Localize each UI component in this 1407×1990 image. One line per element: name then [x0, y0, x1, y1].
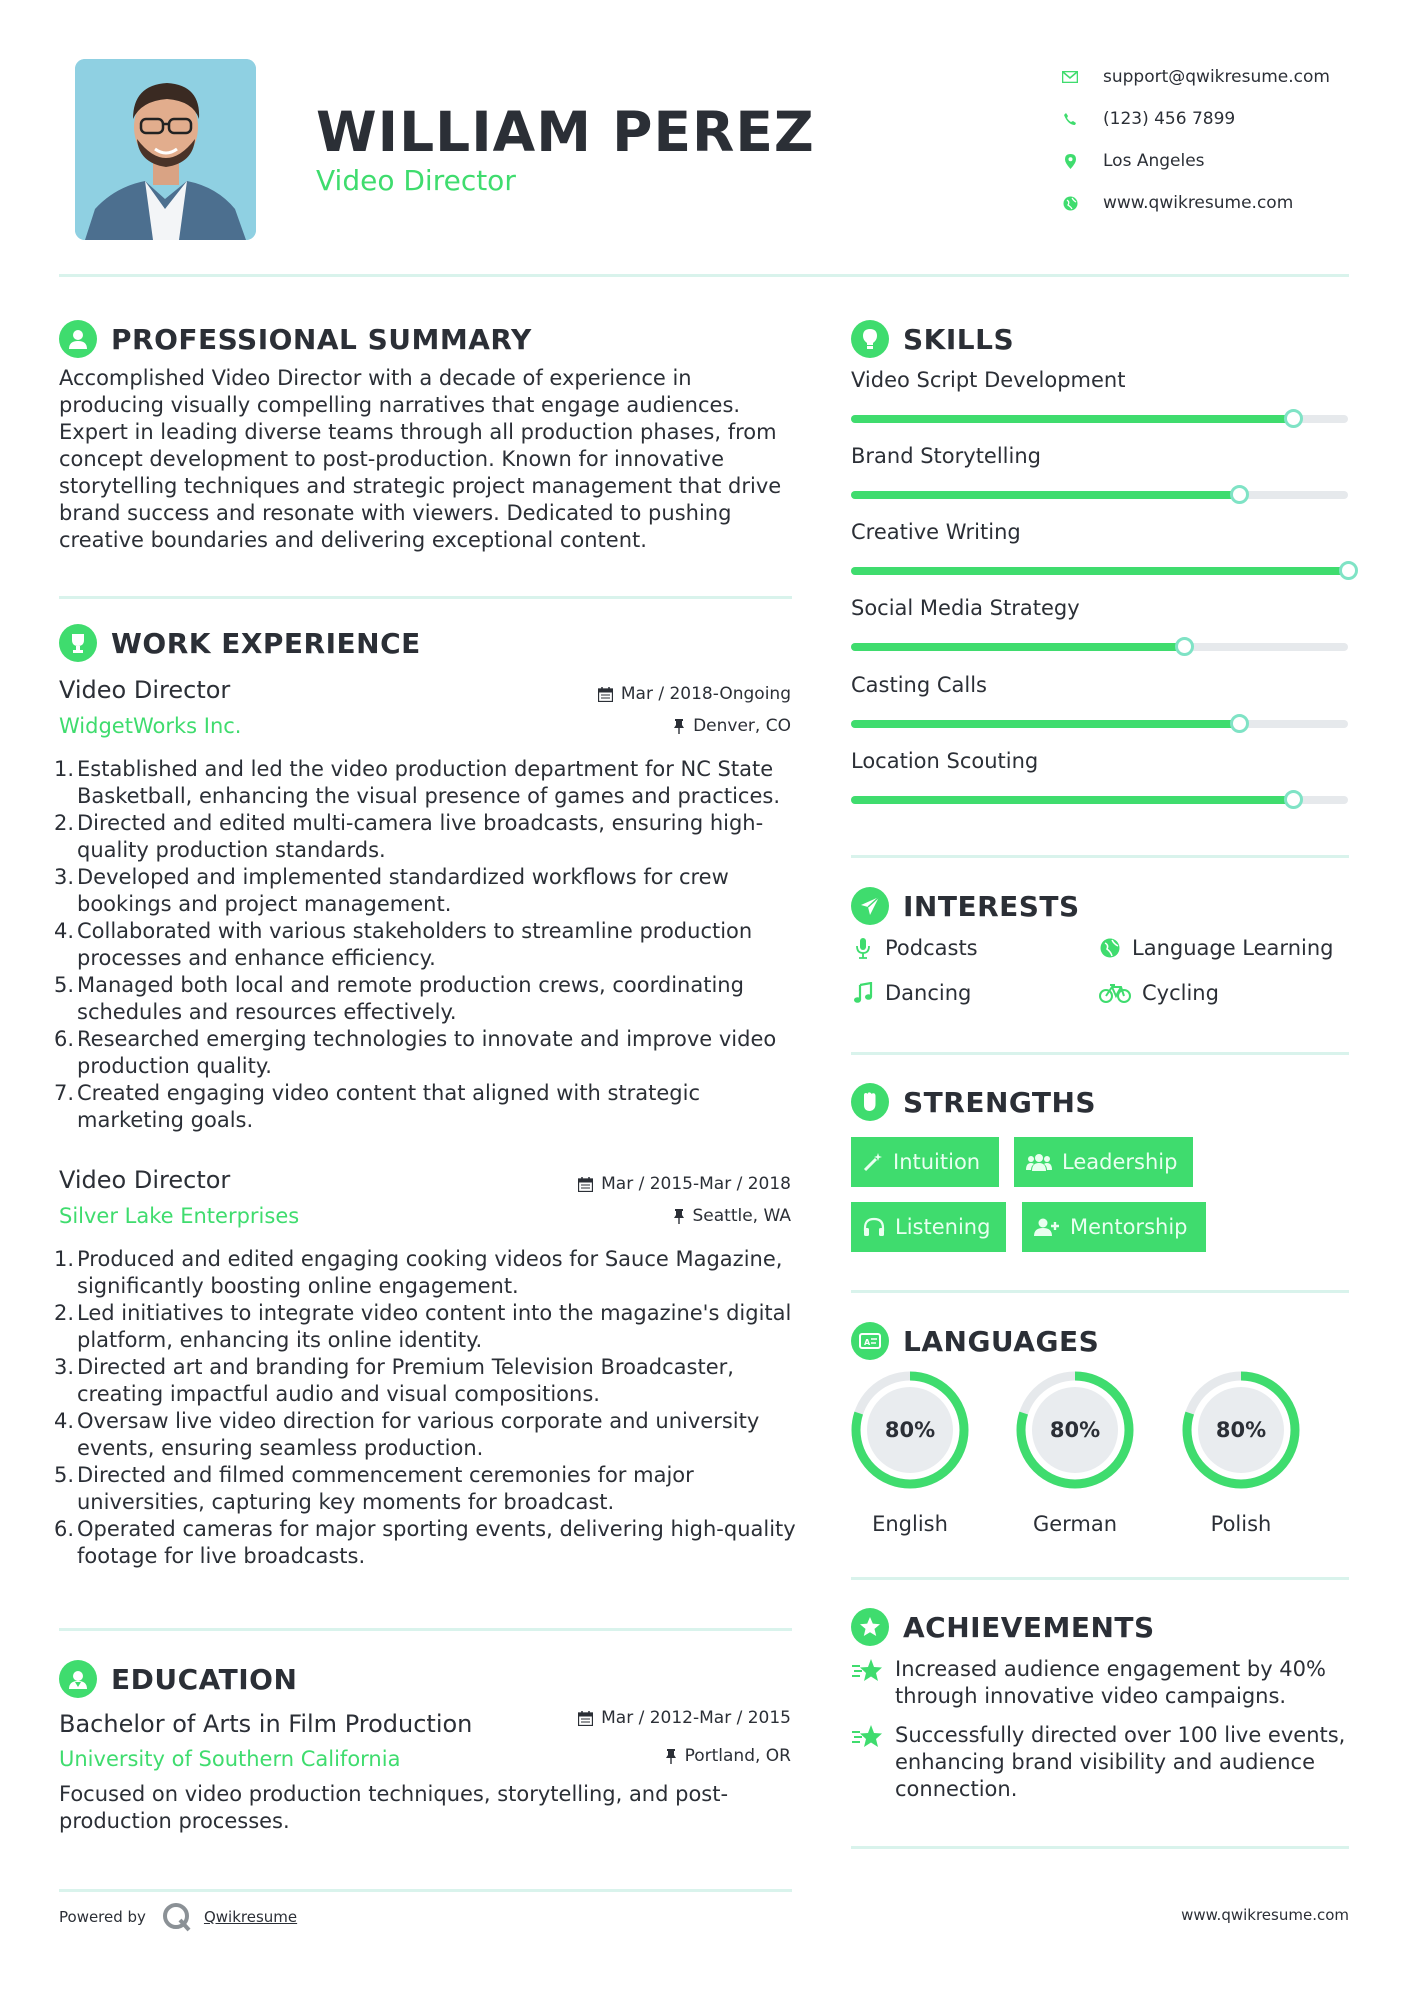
- trophy-icon: [59, 624, 97, 662]
- achievement-text: Increased audience engagement by 40% through innovative video campaigns.: [895, 1657, 1326, 1708]
- skill-bar-knob: [1230, 714, 1249, 733]
- strength-label: Listening: [895, 1215, 991, 1239]
- language-percent: 80%: [1032, 1387, 1118, 1473]
- candidate-name: WILLIAM PEREZ: [316, 100, 815, 164]
- strength-chip: [851, 1137, 999, 1187]
- pushpin-icon: [665, 1749, 677, 1764]
- language-ring: [1013, 1368, 1137, 1492]
- profile-photo: [75, 59, 256, 240]
- user-plus-icon: [1034, 1217, 1060, 1237]
- skill-item: [851, 673, 1348, 728]
- skill-label: Casting Calls: [851, 673, 987, 697]
- strength-chip: [1014, 1137, 1193, 1187]
- language-percent: 80%: [1198, 1387, 1284, 1473]
- job-title: Video Director: [59, 1166, 231, 1194]
- skill-bar: [851, 796, 1348, 804]
- language-item: [1013, 1368, 1137, 1536]
- job-title: Video Director: [59, 676, 231, 704]
- header-divider: [59, 274, 1349, 277]
- contact-location: [1050, 140, 1380, 182]
- skill-bar: [851, 415, 1348, 423]
- fist-icon: [851, 1083, 889, 1121]
- interests-heading: [851, 887, 1080, 925]
- education-location: [400, 1746, 791, 1766]
- phone-icon: [1050, 112, 1090, 126]
- globe-icon: [1050, 196, 1090, 211]
- language-percent: 80%: [867, 1387, 953, 1473]
- interests-divider: [851, 1052, 1349, 1055]
- interests-heading-text: INTERESTS: [903, 889, 1080, 923]
- skill-label: Brand Storytelling: [851, 444, 1041, 468]
- strength-chip: [1022, 1202, 1206, 1252]
- degree-title: Bachelor of Arts in Film Production: [59, 1710, 473, 1738]
- skill-item: [851, 749, 1348, 804]
- education-heading-text: EDUCATION: [111, 1662, 298, 1696]
- language-label: German: [1032, 1512, 1118, 1536]
- job-location: [400, 1206, 791, 1226]
- skill-bar-fill: [851, 567, 1348, 575]
- interest-label: Language Learning: [1132, 936, 1334, 960]
- svg-text:A: A: [864, 1338, 871, 1347]
- pushpin-icon: [673, 1209, 685, 1224]
- languages-divider: [851, 1577, 1349, 1580]
- job-dates: [400, 1174, 791, 1194]
- star-icon: [851, 1722, 895, 1803]
- map-pin-icon: [1050, 154, 1090, 169]
- job-dates-text: Mar / 2015-Mar / 2018: [601, 1174, 791, 1194]
- skill-bar: [851, 643, 1348, 651]
- calendar-icon: [578, 1711, 593, 1726]
- footer-powered-by: [59, 1900, 297, 1934]
- star-badge-icon: [851, 1608, 889, 1646]
- contact-phone-text: (123) 456 7899: [1103, 109, 1236, 129]
- contact-list: [1050, 56, 1380, 224]
- education-dates: [400, 1708, 791, 1728]
- skill-bar-fill: [851, 720, 1239, 728]
- headphones-icon: [863, 1217, 885, 1237]
- candidate-title: Video Director: [316, 164, 516, 197]
- education-description: Focused on video production techniques, storytelling, and post-production processes.: [59, 1782, 729, 1833]
- calendar-icon: [598, 687, 613, 702]
- list-item: 3. Directed art and branding for Premium Television Broadcaster, creating impactful audio and visual compositions.: [54, 1355, 734, 1406]
- powered-by-label: Powered by: [59, 1908, 146, 1926]
- skill-label: Location Scouting: [851, 749, 1039, 773]
- skill-bar: [851, 567, 1348, 575]
- envelope-icon: [1050, 71, 1090, 83]
- skill-bar-fill: [851, 491, 1239, 499]
- interest-label: Podcasts: [885, 936, 978, 960]
- qwikresume-logo-icon: [160, 1900, 194, 1934]
- skills-divider: [851, 855, 1349, 858]
- list-item: 2. Directed and edited multi-camera live broadcasts, ensuring high-quality production standards.: [54, 811, 764, 862]
- skill-bar-fill: [851, 415, 1293, 423]
- skill-bar-fill: [851, 796, 1293, 804]
- pushpin-icon: [673, 719, 685, 734]
- globe-icon: [1098, 938, 1122, 958]
- languages-heading-text: LANGUAGES: [903, 1324, 1100, 1358]
- skill-bar-knob: [1284, 790, 1303, 809]
- company-name: WidgetWorks Inc.: [59, 714, 242, 738]
- interest-item: [1098, 936, 1333, 960]
- strength-chip: [851, 1202, 1006, 1252]
- company-name: Silver Lake Enterprises: [59, 1204, 300, 1228]
- language-item: [848, 1368, 972, 1536]
- list-item: 3. Developed and implemented standardized workflows for crew bookings and project management.: [54, 865, 729, 916]
- achievement-text: Successfully directed over 100 live events, enhancing brand visibility and audience connection.: [895, 1723, 1346, 1801]
- interest-item: [851, 981, 971, 1005]
- interest-label: Cycling: [1142, 981, 1219, 1005]
- list-item: 1. Established and led the video production department for NC State Basketball, enhancing the visual presence of games and practices.: [54, 757, 780, 808]
- star-icon: [851, 1656, 895, 1710]
- list-item: 5. Managed both local and remote production crews, coordinating schedules and resources effectively.: [54, 973, 744, 1024]
- skill-item: [851, 444, 1348, 499]
- contact-location-text: Los Angeles: [1103, 151, 1205, 171]
- contact-website-text: www.qwikresume.com: [1103, 193, 1294, 213]
- language-item: [1179, 1368, 1303, 1536]
- job-location-text: Seattle, WA: [692, 1206, 791, 1226]
- list-item: 5. Directed and filmed commencement ceremonies for major universities, capturing key moments for broadcast.: [54, 1463, 694, 1514]
- user-icon: [59, 320, 97, 358]
- language-label: Polish: [1210, 1512, 1272, 1536]
- strengths-heading: [851, 1083, 1096, 1121]
- magic-wand-icon: [863, 1152, 883, 1172]
- skills-heading: [851, 320, 1014, 358]
- school-name: University of Southern California: [59, 1747, 401, 1771]
- education-divider: [59, 1889, 792, 1892]
- skills-heading-text: SKILLS: [903, 322, 1015, 356]
- graduate-icon: [59, 1660, 97, 1698]
- summary-divider: [59, 596, 792, 599]
- skill-item: [851, 368, 1348, 423]
- education-heading: [59, 1660, 297, 1698]
- job-dates-text: Mar / 2018-Ongoing: [620, 684, 791, 704]
- job-location: [400, 716, 791, 736]
- language-ring: [848, 1368, 972, 1492]
- interest-item: [1098, 981, 1219, 1005]
- music-note-icon: [851, 982, 875, 1004]
- summary-heading-text: PROFESSIONAL SUMMARY: [111, 322, 532, 356]
- interest-item: [851, 936, 978, 960]
- contact-website[interactable]: [1050, 182, 1380, 224]
- calendar-icon: [578, 1177, 593, 1192]
- strength-label: Intuition: [893, 1150, 981, 1174]
- language-card-icon: [851, 1322, 889, 1360]
- skill-label: Creative Writing: [851, 520, 1021, 544]
- contact-phone[interactable]: [1050, 98, 1380, 140]
- skill-bar-knob: [1230, 485, 1249, 504]
- experience-divider: [59, 1628, 792, 1631]
- microphone-icon: [851, 937, 875, 959]
- list-item: 1. Produced and edited engaging cooking videos for Sauce Magazine, significantly boosting online engagement.: [54, 1247, 783, 1298]
- list-item: 6. Operated cameras for major sporting events, delivering high-quality footage for live broadcasts.: [54, 1517, 796, 1568]
- interest-label: Dancing: [885, 981, 972, 1005]
- education-dates-text: Mar / 2012-Mar / 2015: [601, 1708, 791, 1728]
- achievements-heading: [851, 1608, 1155, 1646]
- skill-label: Social Media Strategy: [851, 596, 1080, 620]
- skill-label: Video Script Development: [851, 368, 1126, 392]
- contact-email[interactable]: [1050, 56, 1380, 98]
- group-icon: [1026, 1152, 1052, 1172]
- language-label: English: [872, 1512, 948, 1536]
- language-ring: [1179, 1368, 1303, 1492]
- experience-heading: [59, 624, 421, 662]
- list-item: 6. Researched emerging technologies to innovate and improve video production quality.: [54, 1027, 777, 1078]
- footer-website[interactable]: www.qwikresume.com: [1181, 1906, 1349, 1924]
- strengths-heading-text: STRENGTHS: [903, 1085, 1097, 1119]
- bicycle-icon: [1098, 983, 1132, 1003]
- list-item: 4. Oversaw live video direction for various corporate and university events, ensuring seamless production.: [54, 1409, 760, 1460]
- strengths-divider: [851, 1290, 1349, 1293]
- skill-bar-fill: [851, 643, 1184, 651]
- summary-heading: [59, 320, 532, 358]
- job-bullets: [54, 1246, 804, 1570]
- skill-bar: [851, 720, 1348, 728]
- strength-label: Mentorship: [1070, 1215, 1188, 1239]
- achievement-item: [851, 1722, 1351, 1803]
- lightbulb-icon: [851, 320, 889, 358]
- achievement-item: [851, 1656, 1351, 1710]
- qwikresume-link[interactable]: Qwikresume: [203, 1908, 298, 1926]
- job-dates: [400, 684, 791, 704]
- skill-bar-knob: [1175, 637, 1194, 656]
- skill-bar-knob: [1284, 409, 1303, 428]
- languages-heading: [851, 1322, 1099, 1360]
- list-item: 2. Led initiatives to integrate video content into the magazine's digital platform, enhancing its online identity.: [54, 1301, 792, 1352]
- strength-label: Leadership: [1062, 1150, 1178, 1174]
- education-location-text: Portland, OR: [684, 1746, 791, 1766]
- skill-bar: [851, 491, 1348, 499]
- paper-plane-icon: [851, 887, 889, 925]
- list-item: 7. Created engaging video content that aligned with strategic marketing goals.: [54, 1081, 700, 1132]
- contact-email-text: support@qwikresume.com: [1103, 67, 1330, 87]
- job-location-text: Denver, CO: [693, 716, 791, 736]
- skill-bar-knob: [1339, 561, 1358, 580]
- list-item: 4. Collaborated with various stakeholders to streamline production processes and enhance efficiency.: [54, 919, 753, 970]
- achievements-heading-text: ACHIEVEMENTS: [903, 1610, 1155, 1644]
- job-bullets: [54, 756, 804, 1134]
- skill-item: [851, 596, 1348, 651]
- achievements-divider: [851, 1846, 1349, 1849]
- summary-text: Accomplished Video Director with a decade of experience in producing visually compelling narratives that engage audiences. Expert in leading diverse teams through all production phases, from concept development to post-production. Known for innovative storytelling techniques and strategic project management that drive brand success and resonate with viewers. Dedicated to pushing creative boundaries and delivering exceptional content.: [59, 366, 782, 552]
- experience-heading-text: WORK EXPERIENCE: [111, 626, 421, 660]
- skill-item: [851, 520, 1348, 575]
